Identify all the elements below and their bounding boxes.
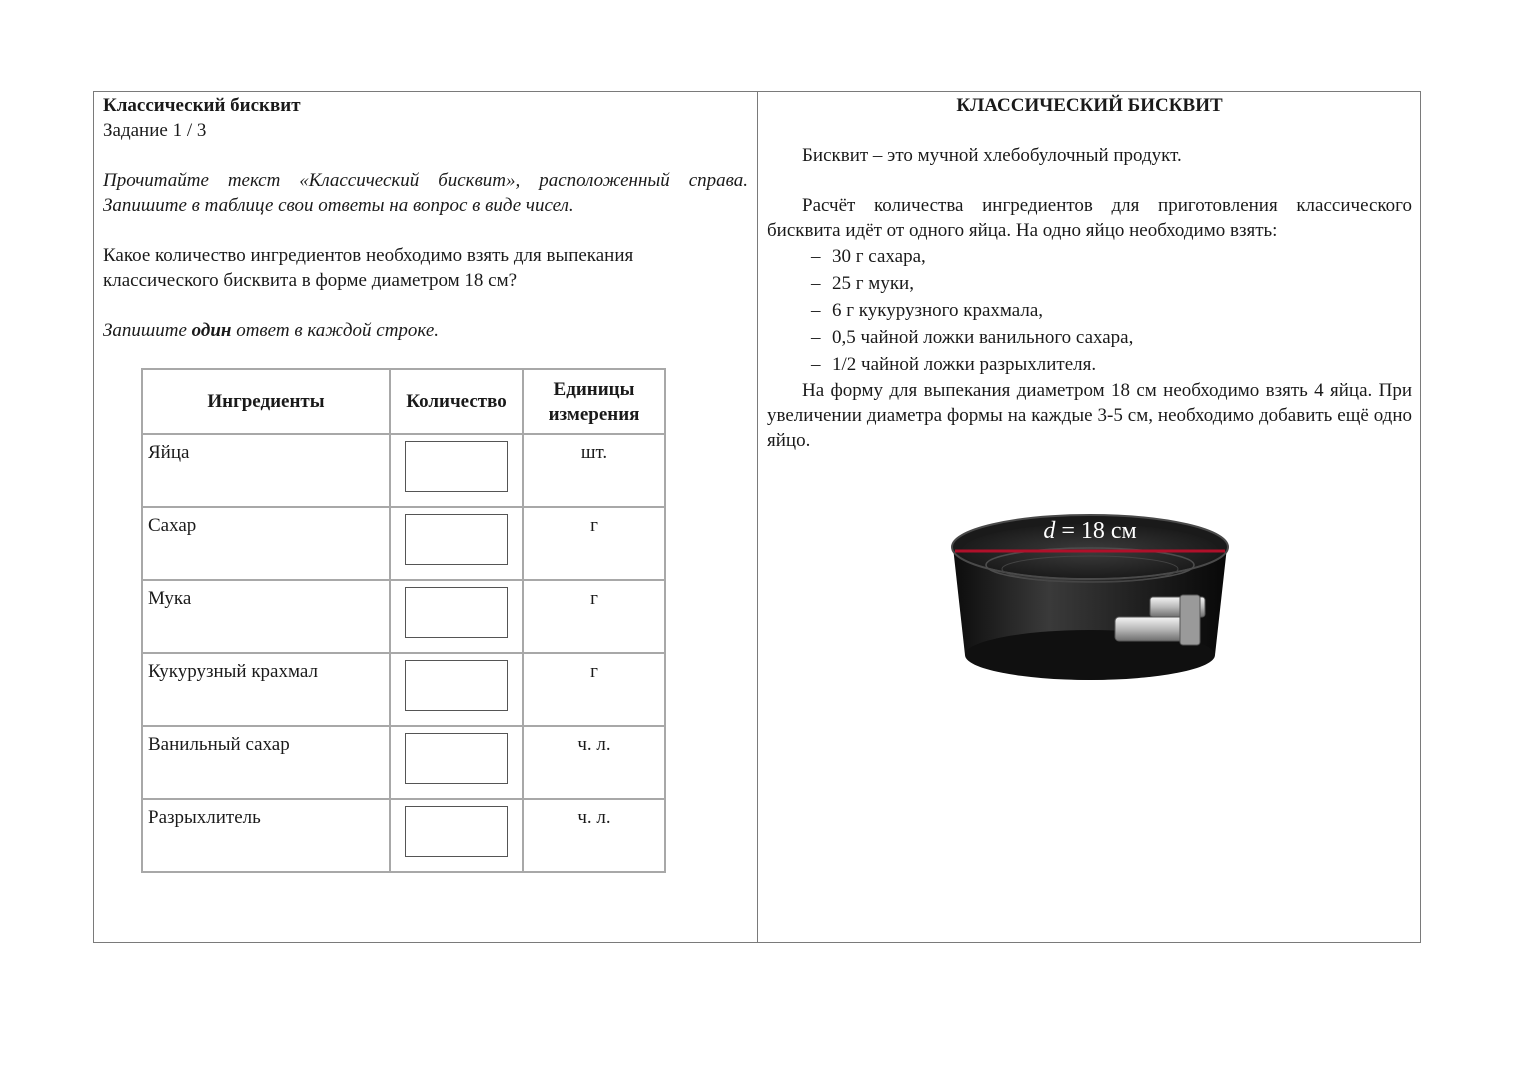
task-instruction: Прочитайте текст «Классический бисквит», расположенный справа. Запишите в таблице свои ответы на вопрос в виде чисел. (103, 170, 748, 216)
quantity-input-sugar[interactable] (405, 514, 508, 565)
answer-note: Запишите один ответ в каждой строке. (103, 320, 440, 341)
answer-note-emphasis: один (191, 320, 232, 341)
ingredient-name: Мука (142, 580, 390, 653)
ingredient-list (767, 243, 1412, 378)
springform-pan-image (945, 505, 1235, 690)
diameter-label: d = 18 см (1043, 518, 1137, 544)
quantity-input-flour[interactable] (405, 587, 508, 638)
answer-table (141, 368, 666, 873)
text-title: КЛАССИЧЕСКИЙ БИСКВИТ (956, 95, 1223, 116)
quantity-input-vanilla-sugar[interactable] (405, 733, 508, 784)
list-item: – 25 г муки, (811, 270, 1412, 297)
list-item: – 1/2 чайной ложки разрыхлителя. (811, 351, 1412, 378)
ingredient-name: Сахар (142, 507, 390, 580)
unit-label: г (523, 653, 665, 726)
quantity-input-eggs[interactable] (405, 441, 508, 492)
column-header-quantity: Количество (390, 369, 523, 434)
text-paragraph-1: Бисквит – это мучной хлебобулочный продукт. (802, 145, 1182, 166)
task-counter: Задание 1 / 3 (103, 120, 207, 141)
unit-label: г (523, 507, 665, 580)
unit-label: шт. (523, 434, 665, 507)
ingredient-name: Кукурузный крахмал (142, 653, 390, 726)
text-panel (767, 93, 1412, 453)
answer-table-header (142, 369, 665, 434)
text-paragraph-2: Расчёт количества ингредиентов для приготовления классического бисквита идёт от одного яйца. На одно яйцо необходимо взять: (767, 195, 1412, 241)
quantity-input-baking-powder[interactable] (405, 806, 508, 857)
list-item: – 6 г кукурузного крахмала, (811, 297, 1412, 324)
table-row (142, 799, 665, 872)
column-header-ingredients: Ингредиенты (142, 369, 390, 434)
list-item: – 0,5 чайной ложки ванильного сахара, (811, 324, 1412, 351)
table-row (142, 653, 665, 726)
text-paragraph-3: На форму для выпекания диаметром 18 см необходимо взять 4 яйца. При увеличении диаметра формы на каждые 3-5 см, необходимо добавить ещё одно яйцо. (767, 380, 1412, 451)
unit-label: ч. л. (523, 726, 665, 799)
table-row (142, 434, 665, 507)
ingredient-name: Яйца (142, 434, 390, 507)
column-divider (757, 91, 758, 943)
table-row (142, 507, 665, 580)
task-question: Какое количество ингредиентов необходимо взять для выпекания классического бисквита в форме диаметром 18 см? (103, 245, 634, 291)
list-item: – 30 г сахара, (811, 243, 1412, 270)
column-header-units: Единицы измерения (523, 369, 665, 434)
ingredient-name: Разрыхлитель (142, 799, 390, 872)
unit-label: ч. л. (523, 799, 665, 872)
quantity-input-starch[interactable] (405, 660, 508, 711)
ingredient-name: Ванильный сахар (142, 726, 390, 799)
task-panel (103, 93, 748, 343)
unit-label: г (523, 580, 665, 653)
table-row (142, 580, 665, 653)
task-header-title: Классический бисквит (103, 95, 301, 116)
table-row (142, 726, 665, 799)
